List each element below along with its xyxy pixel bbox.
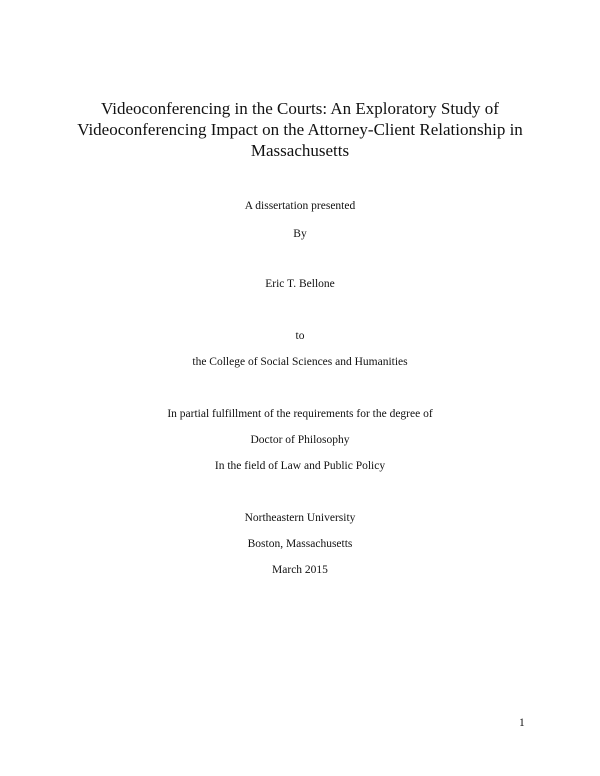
field-text: In the field of Law and Public Policy: [214, 460, 386, 472]
page-number: 1: [519, 717, 525, 729]
location-text: Boston, Massachusetts: [247, 538, 353, 550]
date-text: March 2015: [272, 564, 328, 576]
degree-name: Doctor of Philosophy: [250, 434, 350, 446]
dissertation-title: [60, 98, 540, 161]
presented-text: A dissertation presented: [244, 200, 356, 212]
title-line-3: Massachusetts: [250, 141, 350, 160]
fulfillment-text: In partial fulfillment of the requirements for the degree of: [167, 408, 433, 420]
university-name: Northeastern University: [244, 512, 356, 524]
author-name: Eric T. Bellone: [265, 278, 335, 290]
by-text: By: [293, 228, 307, 240]
title-line-1: Videoconferencing in the Courts: An Exploratory Study of: [101, 99, 499, 118]
title-line-2: Videoconferencing Impact on the Attorney-Client Relationship in: [77, 120, 523, 139]
to-text: to: [295, 330, 305, 342]
college-name: the College of Social Sciences and Humanities: [192, 356, 408, 368]
